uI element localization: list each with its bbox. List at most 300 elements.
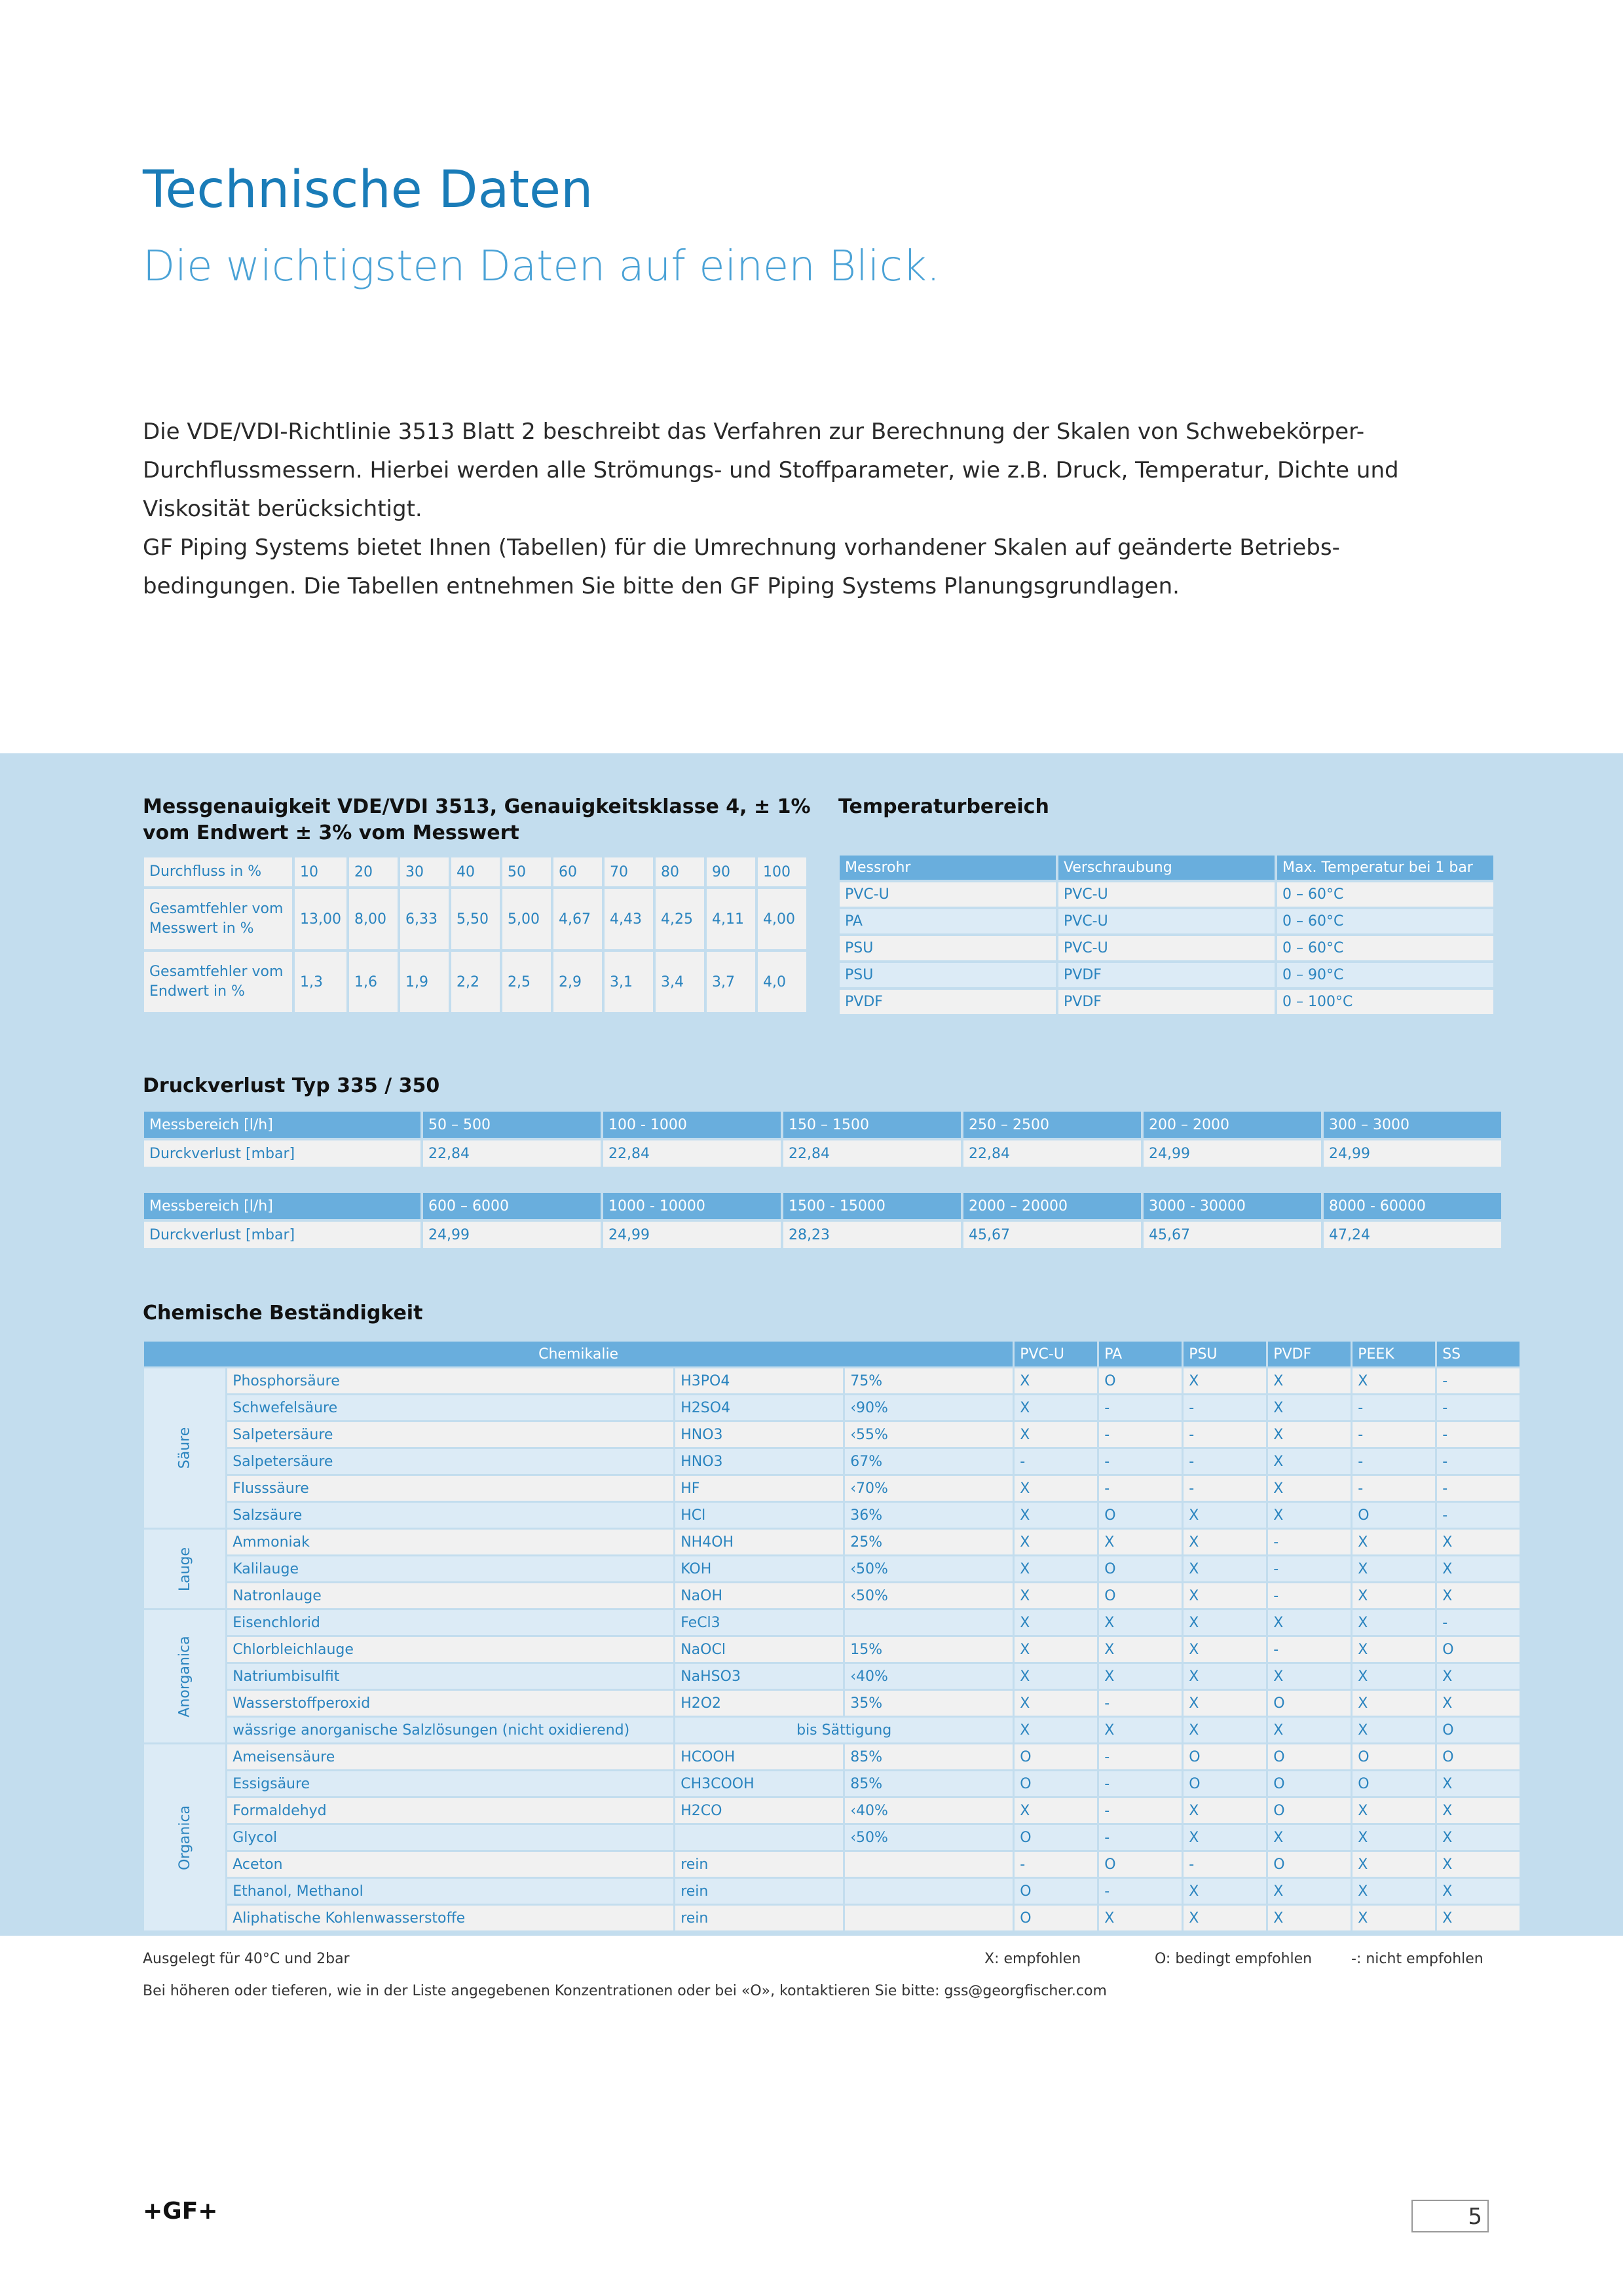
resistance-cell: O xyxy=(1437,1718,1520,1742)
chemical-formula: H2SO4 xyxy=(675,1395,843,1420)
intro-line: Viskosität berücksichtigt. xyxy=(143,496,422,522)
chemical-formula: FeCl3 xyxy=(675,1610,843,1635)
column-header: 250 – 2500 xyxy=(963,1112,1141,1138)
intro-line: GF Piping Systems bietet Ihnen (Tabellen) für die Umrechnung vorhandener Skalen auf geänderte Betriebs- xyxy=(143,535,1340,561)
chemical-formula: HCl xyxy=(675,1503,843,1528)
table-cell: 1,3 xyxy=(295,952,346,1012)
resistance-cell: X xyxy=(1184,1503,1266,1528)
resistance-cell: X xyxy=(1184,1664,1266,1689)
contact-note: Bei höheren oder tieferen, wie in der Liste angegebenen Konzentrationen oder bei «O», kontaktieren Sie bitte: gss@georgfischer.com xyxy=(143,1983,1107,1999)
chemical-name: Eisenchlorid xyxy=(227,1610,673,1635)
group-label: Säure xyxy=(176,1427,193,1469)
resistance-cell: O xyxy=(1184,1744,1266,1769)
table-cell: 5,00 xyxy=(502,889,551,949)
resistance-cell: X xyxy=(1437,1906,1520,1930)
table-row xyxy=(144,1476,1520,1501)
accuracy-heading-line: Messgenauigkeit VDE/VDI 3513, Genauigkeitsklasse 4, ± 1% xyxy=(143,795,811,818)
resistance-cell: O xyxy=(1099,1556,1182,1581)
table-row xyxy=(144,1610,1520,1635)
resistance-cell: - xyxy=(1268,1556,1351,1581)
chemical-concentration xyxy=(845,1610,1013,1635)
table-cell: 4,25 xyxy=(656,889,704,949)
table-cell: PVC-U xyxy=(1058,882,1275,907)
resistance-cell: - xyxy=(1268,1530,1351,1554)
resistance-cell: - xyxy=(1184,1395,1266,1420)
resistance-cell: X xyxy=(1184,1368,1266,1393)
table-cell: 4,0 xyxy=(758,952,806,1012)
resistance-cell: - xyxy=(1437,1476,1520,1501)
group-label-cell xyxy=(144,1610,225,1742)
intro-line: Die VDE/VDI-Richtlinie 3513 Blatt 2 beschreibt das Verfahren zur Berechnung der Skalen von Schwebekörper- xyxy=(143,419,1365,445)
chemical-concentration: 75% xyxy=(845,1368,1013,1393)
table-row xyxy=(144,857,806,886)
resistance-cell: X xyxy=(1268,1825,1351,1850)
chemical-concentration: ‹40% xyxy=(845,1798,1013,1823)
table-row xyxy=(144,1556,1520,1581)
chemical-formula: H2O2 xyxy=(675,1691,843,1716)
column-header: Messrohr xyxy=(840,856,1056,880)
table-cell: 3,7 xyxy=(707,952,755,1012)
table-cell: 2,5 xyxy=(502,952,551,1012)
table-cell: 22,84 xyxy=(603,1140,781,1167)
resistance-cell: O xyxy=(1015,1879,1097,1904)
resistance-cell: X xyxy=(1015,1637,1097,1662)
resistance-cell: X xyxy=(1352,1610,1435,1635)
row-label: Gesamtfehler vom Messwert in % xyxy=(144,889,292,949)
resistance-cell: X xyxy=(1015,1664,1097,1689)
resistance-cell: - xyxy=(1437,1395,1520,1420)
table-cell: 60 xyxy=(553,857,602,886)
table-row xyxy=(144,1691,1520,1716)
table-cell: 3,4 xyxy=(656,952,704,1012)
chemical-name: Glycol xyxy=(227,1825,673,1850)
resistance-cell: X xyxy=(1184,1825,1266,1850)
table-row xyxy=(144,1583,1520,1608)
resistance-cell: X xyxy=(1099,1530,1182,1554)
table-cell: 8,00 xyxy=(349,889,398,949)
resistance-cell: - xyxy=(1268,1637,1351,1662)
chemical-formula: rein xyxy=(675,1852,843,1877)
resistance-cell: X xyxy=(1015,1583,1097,1608)
table-row xyxy=(144,1530,1520,1554)
chemical-concentration: ‹50% xyxy=(845,1556,1013,1581)
resistance-cell: O xyxy=(1015,1771,1097,1796)
table-row xyxy=(144,1718,1520,1742)
chemical-formula: HNO3 xyxy=(675,1422,843,1447)
chemical-name: Flusssäure xyxy=(227,1476,673,1501)
table-cell: 50 xyxy=(502,857,551,886)
resistance-cell: - xyxy=(1437,1610,1520,1635)
resistance-cell: X xyxy=(1268,1610,1351,1635)
chemical-formula: HNO3 xyxy=(675,1449,843,1474)
resistance-cell: X xyxy=(1352,1718,1435,1742)
chemical-name: Ameisensäure xyxy=(227,1744,673,1769)
chemical-concentration: ‹55% xyxy=(845,1422,1013,1447)
chemical-name: Salpetersäure xyxy=(227,1449,673,1474)
resistance-cell: X xyxy=(1184,1691,1266,1716)
table-row xyxy=(144,1825,1520,1850)
resistance-cell: O xyxy=(1268,1798,1351,1823)
resistance-cell: X xyxy=(1015,1395,1097,1420)
resistance-cell: X xyxy=(1352,1664,1435,1689)
chemical-formula: HCOOH xyxy=(675,1744,843,1769)
table-cell: 30 xyxy=(400,857,449,886)
resistance-cell: X xyxy=(1184,1879,1266,1904)
column-header: PVDF xyxy=(1268,1342,1351,1366)
table-row xyxy=(144,1637,1520,1662)
chemical-formula: CH3COOH xyxy=(675,1771,843,1796)
resistance-cell: - xyxy=(1099,1798,1182,1823)
table-row xyxy=(840,882,1493,907)
table-cell: PVC-U xyxy=(1058,936,1275,960)
temperature-heading: Temperaturbereich xyxy=(838,795,1049,818)
table-row xyxy=(144,889,806,949)
resistance-cell: X xyxy=(1352,1906,1435,1930)
column-header: 50 – 500 xyxy=(423,1112,601,1138)
chemical-name: Essigsäure xyxy=(227,1771,673,1796)
table-cell: PSU xyxy=(840,963,1056,987)
resistance-cell: X xyxy=(1184,1610,1266,1635)
table-row xyxy=(840,963,1493,987)
table-cell: 4,43 xyxy=(605,889,653,949)
table-row xyxy=(144,1368,1520,1393)
resistance-cell: X xyxy=(1268,1368,1351,1393)
table-cell: 0 – 90°C xyxy=(1277,963,1493,987)
table-cell: 47,24 xyxy=(1324,1222,1501,1248)
chemical-concentration: ‹50% xyxy=(845,1583,1013,1608)
chemical-heading: Chemische Beständigkeit xyxy=(143,1302,423,1325)
table-row xyxy=(144,952,806,1012)
resistance-cell: - xyxy=(1015,1852,1097,1877)
resistance-cell: X xyxy=(1437,1771,1520,1796)
resistance-cell: - xyxy=(1099,1395,1182,1420)
resistance-cell: O xyxy=(1268,1744,1351,1769)
resistance-cell: - xyxy=(1437,1422,1520,1447)
table-cell: 0 – 60°C xyxy=(1277,909,1493,933)
chemical-concentration xyxy=(845,1879,1013,1904)
resistance-cell: - xyxy=(1437,1449,1520,1474)
resistance-cell: X xyxy=(1015,1610,1097,1635)
chemical-concentration: 67% xyxy=(845,1449,1013,1474)
chemical-name: Wasserstoffperoxid xyxy=(227,1691,673,1716)
table-cell: 28,23 xyxy=(783,1222,961,1248)
resistance-cell: O xyxy=(1099,1852,1182,1877)
page-number-box xyxy=(1411,2200,1489,2232)
table-cell: 24,99 xyxy=(1144,1140,1321,1167)
column-header: 150 – 1500 xyxy=(783,1112,961,1138)
resistance-cell: O xyxy=(1099,1368,1182,1393)
chemical-formula: rein xyxy=(675,1879,843,1904)
intro-line: Durchflussmessern. Hierbei werden alle Strömungs- und Stoffparameter, wie z.B. Druck, Temperatur, Dichte und xyxy=(143,457,1399,483)
pressure-heading: Druckverlust Typ 335 / 350 xyxy=(143,1074,440,1097)
chemical-name: Schwefelsäure xyxy=(227,1395,673,1420)
resistance-cell: O xyxy=(1437,1637,1520,1662)
table-row xyxy=(144,1879,1520,1904)
resistance-cell: X xyxy=(1184,1583,1266,1608)
resistance-cell: - xyxy=(1099,1825,1182,1850)
intro-text xyxy=(143,413,1485,606)
chemical-name: Aliphatische Kohlenwasserstoffe xyxy=(227,1906,673,1930)
table-cell: 10 xyxy=(295,857,346,886)
resistance-cell: X xyxy=(1015,1798,1097,1823)
page-subtitle: Die wichtigsten Daten auf einen Blick. xyxy=(143,242,941,291)
resistance-cell: X xyxy=(1437,1556,1520,1581)
accuracy-heading xyxy=(143,794,811,846)
resistance-cell: X xyxy=(1352,1530,1435,1554)
resistance-cell: X xyxy=(1352,1583,1435,1608)
resistance-cell: X xyxy=(1184,1637,1266,1662)
table-header-row xyxy=(144,1342,1520,1366)
chemical-name: Salzsäure xyxy=(227,1503,673,1528)
table-cell: 22,84 xyxy=(963,1140,1141,1167)
column-header: 300 – 3000 xyxy=(1324,1112,1501,1138)
table-row xyxy=(144,1771,1520,1796)
chemical-name: Kalilauge xyxy=(227,1556,673,1581)
table-cell: 22,84 xyxy=(423,1140,601,1167)
chemical-formula: NaOCl xyxy=(675,1637,843,1662)
column-header: PEEK xyxy=(1352,1342,1435,1366)
table-cell: PVDF xyxy=(840,990,1056,1014)
resistance-cell: - xyxy=(1352,1395,1435,1420)
resistance-cell: X xyxy=(1268,1664,1351,1689)
chemical-name: Natronlauge xyxy=(227,1583,673,1608)
table-cell: 2,2 xyxy=(451,952,500,1012)
resistance-cell: X xyxy=(1015,1530,1097,1554)
chemical-name: Aceton xyxy=(227,1852,673,1877)
resistance-cell: - xyxy=(1437,1503,1520,1528)
resistance-cell: - xyxy=(1352,1449,1435,1474)
chemical-formula: H2CO xyxy=(675,1798,843,1823)
column-header: 3000 - 30000 xyxy=(1144,1193,1321,1219)
resistance-cell: X xyxy=(1268,1879,1351,1904)
legend-not-recommended: -: nicht empfohlen xyxy=(1351,1951,1483,1967)
table-row xyxy=(144,1906,1520,1930)
resistance-cell: X xyxy=(1268,1422,1351,1447)
table-cell: 20 xyxy=(349,857,398,886)
table-cell: 1,6 xyxy=(349,952,398,1012)
group-label: Organica xyxy=(176,1805,193,1870)
chemical-concentration: 15% xyxy=(845,1637,1013,1662)
table-row xyxy=(144,1222,1501,1248)
table-row xyxy=(144,1449,1520,1474)
resistance-cell: - xyxy=(1099,1476,1182,1501)
column-header: 600 – 6000 xyxy=(423,1193,601,1219)
table-cell: 3,1 xyxy=(605,952,653,1012)
resistance-cell: - xyxy=(1099,1691,1182,1716)
table-row xyxy=(840,990,1493,1014)
table-cell: 80 xyxy=(656,857,704,886)
resistance-cell: X xyxy=(1184,1718,1266,1742)
chemical-concentration: ‹90% xyxy=(845,1395,1013,1420)
group-label-cell xyxy=(144,1744,225,1930)
pressure-table xyxy=(141,1109,1504,1169)
resistance-cell: X xyxy=(1099,1664,1182,1689)
chemical-formula: NH4OH xyxy=(675,1530,843,1554)
table-cell: Durckverlust [mbar] xyxy=(144,1140,420,1167)
resistance-cell: - xyxy=(1184,1449,1266,1474)
chemical-name: Salpetersäure xyxy=(227,1422,673,1447)
column-header: 1500 - 15000 xyxy=(783,1193,961,1219)
resistance-cell: O xyxy=(1352,1503,1435,1528)
table-row xyxy=(144,1798,1520,1823)
resistance-cell: X xyxy=(1268,1718,1351,1742)
resistance-cell: X xyxy=(1184,1798,1266,1823)
table-cell: 45,67 xyxy=(1144,1222,1321,1248)
resistance-cell: X xyxy=(1015,1368,1097,1393)
page-number: 5 xyxy=(1468,2204,1482,2230)
table-cell: 22,84 xyxy=(783,1140,961,1167)
chemical-concentration: 85% xyxy=(845,1771,1013,1796)
resistance-cell: O xyxy=(1099,1503,1182,1528)
chemical-concentration: 25% xyxy=(845,1530,1013,1554)
column-header: Messbereich [l/h] xyxy=(144,1112,420,1138)
legend-recommended: X: empfohlen xyxy=(984,1951,1081,1967)
row-label: Gesamtfehler vom Endwert in % xyxy=(144,952,292,1012)
resistance-cell: O xyxy=(1268,1771,1351,1796)
column-header: Verschraubung xyxy=(1058,856,1275,880)
chemical-formula xyxy=(675,1825,843,1850)
column-header: 1000 - 10000 xyxy=(603,1193,781,1219)
column-header: Chemikalie xyxy=(144,1342,1013,1366)
column-header: 2000 – 20000 xyxy=(963,1193,1141,1219)
chemical-formula: HF xyxy=(675,1476,843,1501)
chemical-name: Ammoniak xyxy=(227,1530,673,1554)
table-cell: PVC-U xyxy=(1058,909,1275,933)
column-header: Messbereich [l/h] xyxy=(144,1193,420,1219)
resistance-cell: O xyxy=(1015,1906,1097,1930)
resistance-cell: - xyxy=(1099,1879,1182,1904)
column-header: SS xyxy=(1437,1342,1520,1366)
table-header-row xyxy=(144,1112,1501,1138)
row-label: Durchfluss in % xyxy=(144,857,292,886)
resistance-cell: - xyxy=(1184,1422,1266,1447)
resistance-cell: X xyxy=(1437,1879,1520,1904)
resistance-cell: X xyxy=(1352,1798,1435,1823)
table-header-row xyxy=(840,856,1493,880)
table-cell: 4,67 xyxy=(553,889,602,949)
chemical-name: Ethanol, Methanol xyxy=(227,1879,673,1904)
resistance-cell: O xyxy=(1437,1744,1520,1769)
group-label-cell xyxy=(144,1368,225,1528)
resistance-cell: X xyxy=(1352,1368,1435,1393)
resistance-cell: X xyxy=(1437,1583,1520,1608)
resistance-cell: X xyxy=(1184,1906,1266,1930)
resistance-cell: - xyxy=(1352,1422,1435,1447)
chemical-concentration xyxy=(845,1906,1013,1930)
resistance-cell: O xyxy=(1352,1771,1435,1796)
group-label: Anorganica xyxy=(176,1635,193,1718)
column-header: Max. Temperatur bei 1 bar xyxy=(1277,856,1493,880)
resistance-cell: X xyxy=(1015,1422,1097,1447)
resistance-cell: X xyxy=(1099,1637,1182,1662)
temperature-table xyxy=(837,853,1496,1017)
chemical-formula: H3PO4 xyxy=(675,1368,843,1393)
group-label: Lauge xyxy=(176,1547,193,1591)
chemical-concentration xyxy=(845,1852,1013,1877)
resistance-cell: X xyxy=(1015,1503,1097,1528)
table-cell: 5,50 xyxy=(451,889,500,949)
chemical-concentration: ‹50% xyxy=(845,1825,1013,1850)
table-cell: 70 xyxy=(605,857,653,886)
table-cell: 13,00 xyxy=(295,889,346,949)
chemical-concentration: 36% xyxy=(845,1503,1013,1528)
chemical-concentration: 35% xyxy=(845,1691,1013,1716)
table-cell: 40 xyxy=(451,857,500,886)
chemical-formula: rein xyxy=(675,1906,843,1930)
chemical-formula: NaHSO3 xyxy=(675,1664,843,1689)
table-cell: 24,99 xyxy=(1324,1140,1501,1167)
table-cell: Durckverlust [mbar] xyxy=(144,1222,420,1248)
table-header-row xyxy=(144,1193,1501,1219)
resistance-cell: - xyxy=(1184,1852,1266,1877)
chemical-name: Natriumbisulfit xyxy=(227,1664,673,1689)
table-cell: PA xyxy=(840,909,1056,933)
table-cell: 100 xyxy=(758,857,806,886)
table-row xyxy=(144,1422,1520,1447)
chemical-formula: KOH xyxy=(675,1556,843,1581)
table-row xyxy=(144,1503,1520,1528)
chemical-concentration: ‹70% xyxy=(845,1476,1013,1501)
table-cell: 4,00 xyxy=(758,889,806,949)
table-cell: 4,11 xyxy=(707,889,755,949)
resistance-cell: X xyxy=(1437,1852,1520,1877)
table-cell: 6,33 xyxy=(400,889,449,949)
table-cell: 90 xyxy=(707,857,755,886)
design-note: Ausgelegt für 40°C und 2bar xyxy=(143,1951,350,1967)
resistance-cell: X xyxy=(1184,1530,1266,1554)
chemical-name: Phosphorsäure xyxy=(227,1368,673,1393)
column-header: PVC-U xyxy=(1015,1342,1097,1366)
resistance-cell: O xyxy=(1015,1744,1097,1769)
column-header: PSU xyxy=(1184,1342,1266,1366)
table-row xyxy=(840,936,1493,960)
table-cell: 0 – 100°C xyxy=(1277,990,1493,1014)
accuracy-heading-line: vom Endwert ± 3% vom Messwert xyxy=(143,821,519,844)
group-label-cell xyxy=(144,1530,225,1608)
table-row xyxy=(144,1744,1520,1769)
resistance-cell: O xyxy=(1184,1771,1266,1796)
chemical-formula: NaOH xyxy=(675,1583,843,1608)
resistance-cell: - xyxy=(1352,1476,1435,1501)
resistance-cell: - xyxy=(1099,1771,1182,1796)
table-cell: 2,9 xyxy=(553,952,602,1012)
legend-conditional: O: bedingt empfohlen xyxy=(1155,1951,1313,1967)
pressure-table xyxy=(141,1190,1504,1251)
resistance-cell: X xyxy=(1015,1476,1097,1501)
resistance-cell: X xyxy=(1352,1637,1435,1662)
resistance-cell: - xyxy=(1015,1449,1097,1474)
table-row xyxy=(144,1395,1520,1420)
resistance-cell: X xyxy=(1268,1503,1351,1528)
resistance-cell: X xyxy=(1268,1395,1351,1420)
chemical-name: wässrige anorganische Salzlösungen (nicht oxidierend) xyxy=(227,1718,673,1742)
table-cell: PVDF xyxy=(1058,963,1275,987)
table-cell: 24,99 xyxy=(423,1222,601,1248)
chemical-concentration: 85% xyxy=(845,1744,1013,1769)
resistance-cell: X xyxy=(1352,1852,1435,1877)
chemical-table xyxy=(142,1340,1521,1932)
table-cell: PSU xyxy=(840,936,1056,960)
resistance-cell: X xyxy=(1099,1610,1182,1635)
resistance-cell: X xyxy=(1268,1476,1351,1501)
chemical-name: Chlorbleichlauge xyxy=(227,1637,673,1662)
resistance-cell: X xyxy=(1352,1556,1435,1581)
table-cell: 1,9 xyxy=(400,952,449,1012)
column-header: 200 – 2000 xyxy=(1144,1112,1321,1138)
table-row xyxy=(840,909,1493,933)
page-title: Technische Daten xyxy=(143,160,593,219)
resistance-cell: - xyxy=(1099,1422,1182,1447)
